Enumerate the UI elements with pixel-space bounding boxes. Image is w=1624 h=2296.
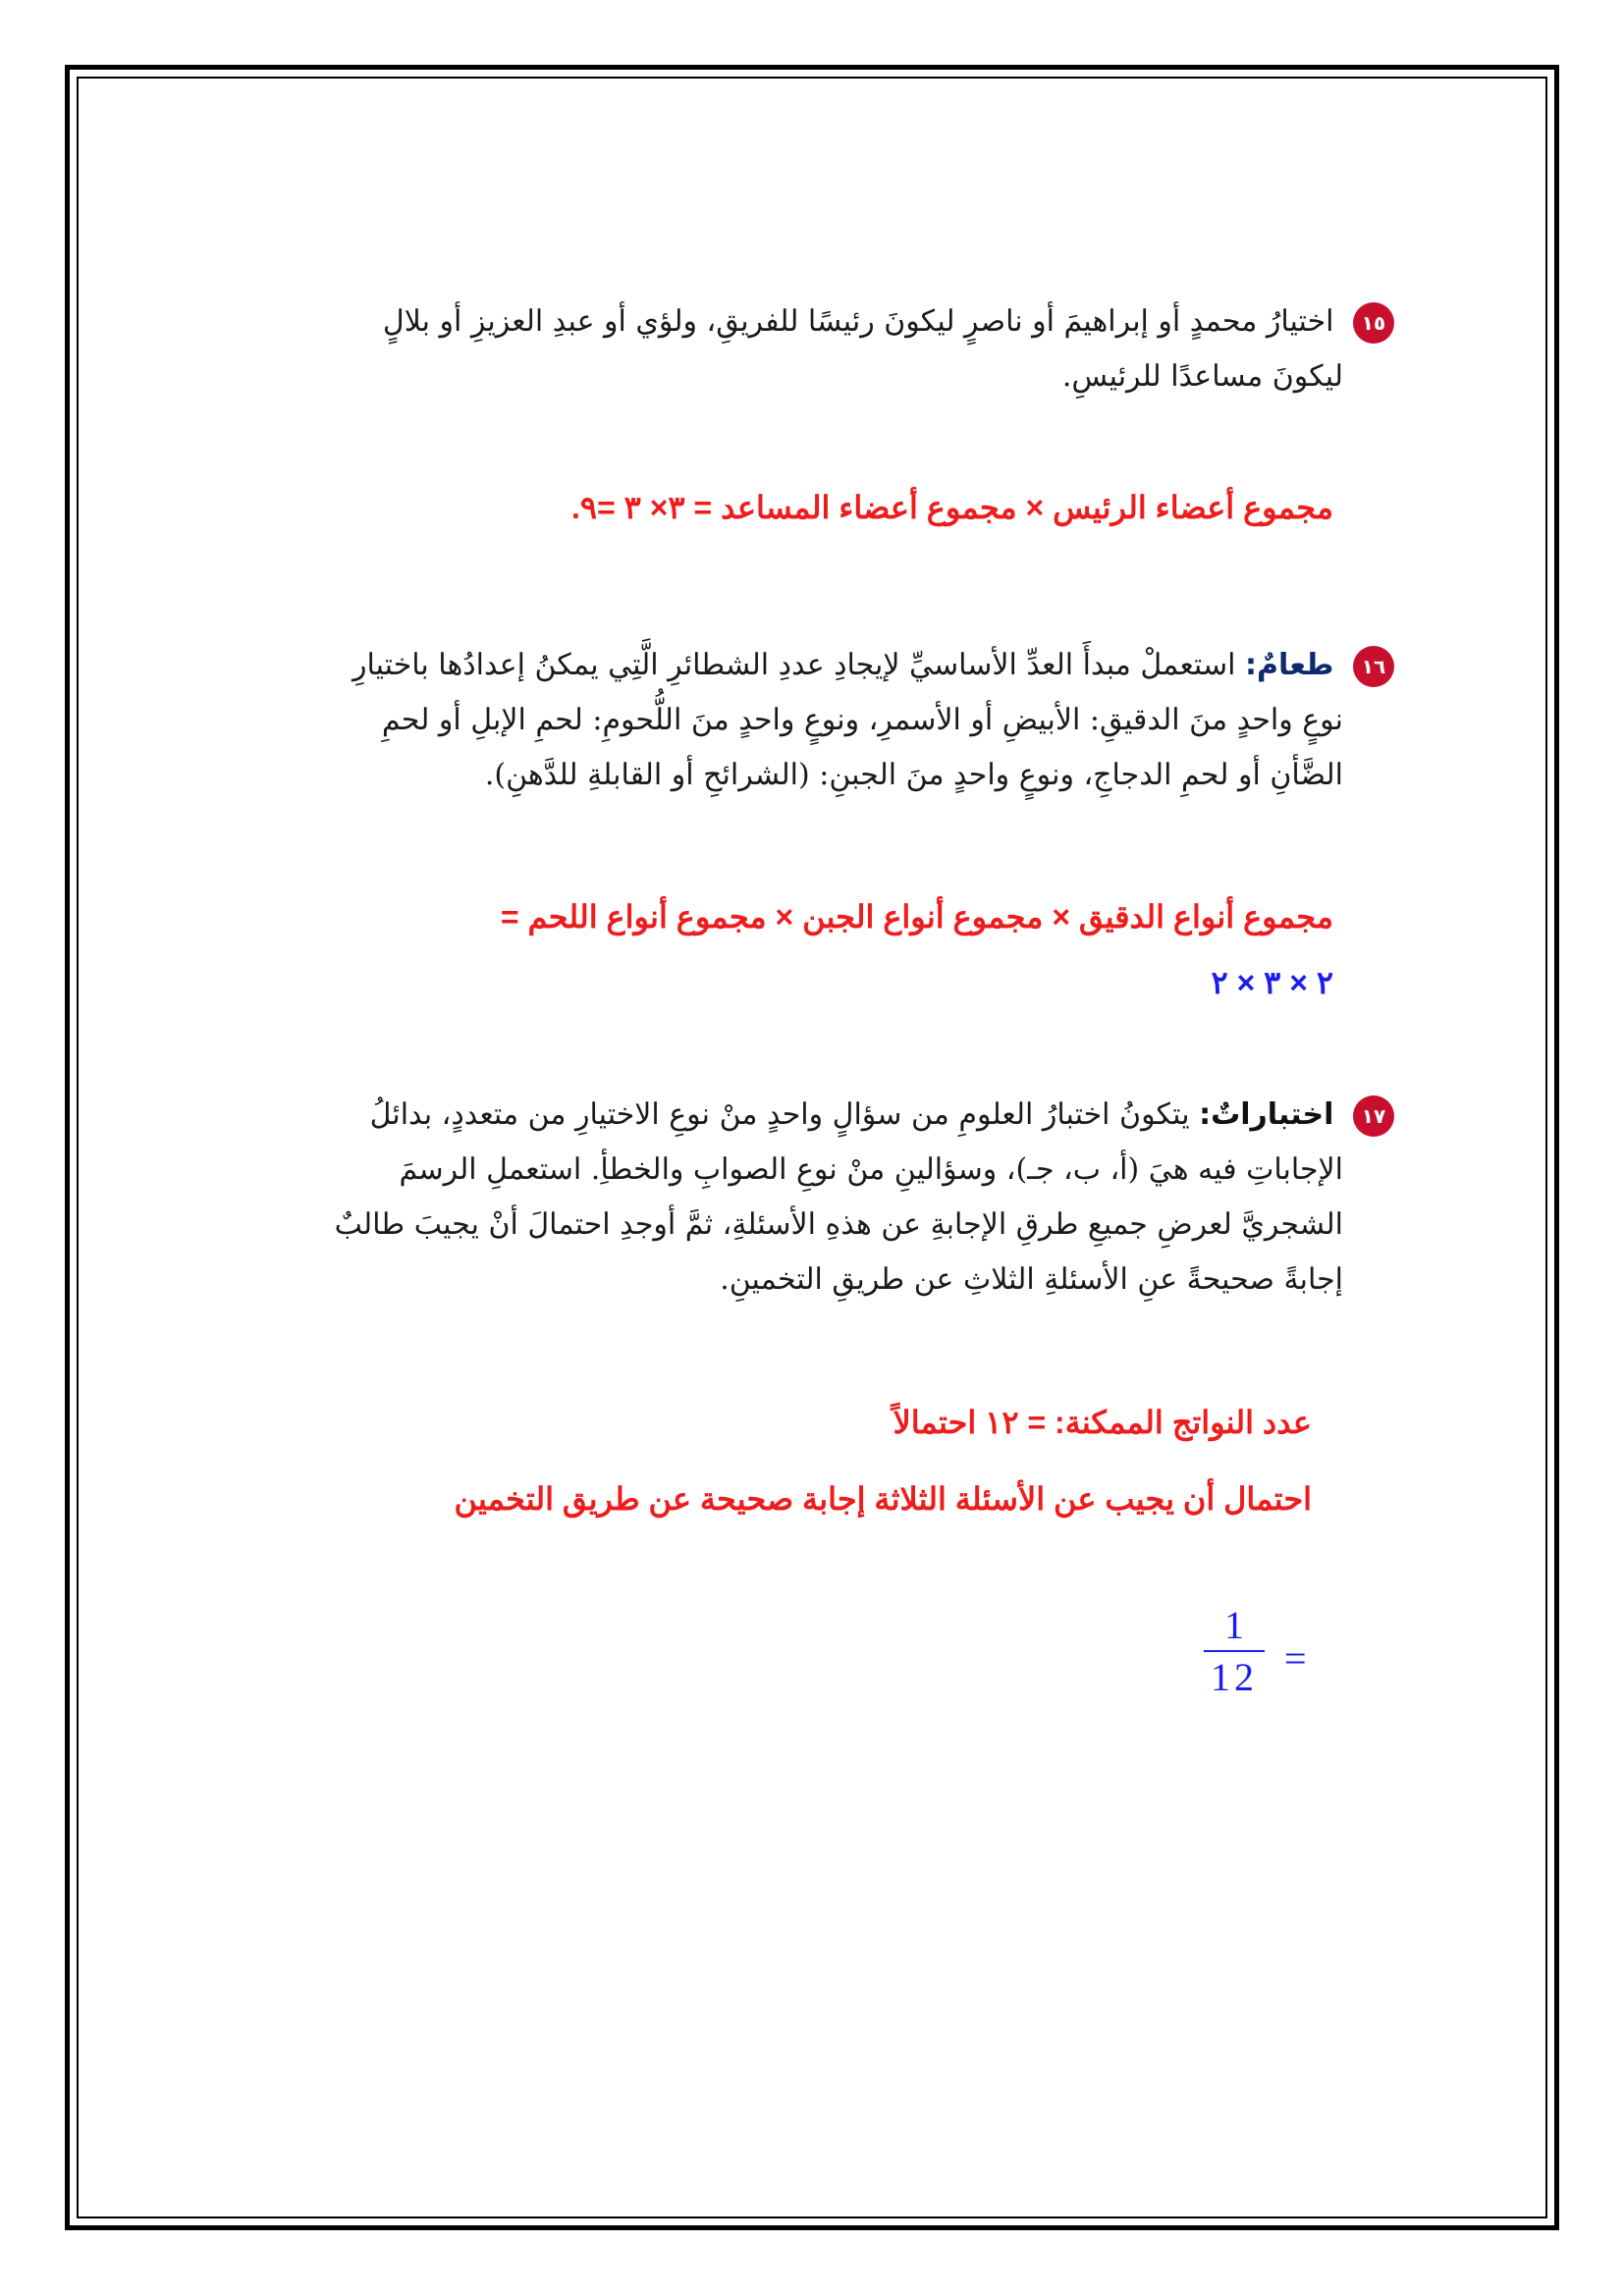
problem-text-line: إجابةً صحيحةً عنِ الأسئلةِ الثلاثِ عن طريقِ التخمينِ.: [720, 1262, 1343, 1297]
fraction-equals: =: [1284, 1636, 1307, 1681]
problem-text-line: نوعٍ واحدٍ منَ الدقيقِ: الأبيضِ أو الأسمرِ، ونوعٍ واحدٍ منَ اللُّحومِ: لحمِ الإبلِ أو لحمِ: [381, 703, 1343, 737]
answer-16-line-2: ٢ × ٣ × ٢: [1211, 965, 1333, 1000]
answer-15-line-1: مجموع أعضاء الرئيس × مجموع أعضاء المساعد = ٣× ٣ =٩.: [571, 490, 1333, 525]
answer-17-line-1: عدد النواتج الممكنة: = ١٢ احتمالاً: [893, 1405, 1312, 1440]
problem-text-line: ليكونَ مساعدًا للرئيسِ.: [1061, 359, 1343, 394]
problem-keyword: طعامٌ:: [1245, 648, 1334, 682]
fraction-denominator: 12: [1211, 1655, 1258, 1699]
problem-text-line: الضَّأنِ أو لحمِ الدجاجِ، ونوعٍ واحدٍ منَ الجبنِ: (الشرائحِ أو القابلةِ للدَّهنِ).: [484, 758, 1343, 792]
answer-16-line-1: مجموع أنواع الدقيق × مجموع أنواع الجبن × مجموع أنواع اللحم =: [500, 899, 1333, 934]
problem-number-badge: ١٥: [1353, 302, 1394, 344]
problem-15: [216, 294, 1394, 404]
problem-text-line: اختيارُ محمدٍ أو إبراهيمَ أو ناصرٍ ليكونَ رئيسًا للفريقِ، ولؤي أو عبدِ العزيزِ أو بلالٍ: [382, 304, 1334, 339]
problem-number-badge: ١٧: [1353, 1095, 1394, 1137]
problem-text-line: الإجاباتِ فيه هيَ (أ، ب، جـ)، وسؤالينِ منْ نوعِ الصوابِ والخطأِ. استعملِ الرسمَ: [399, 1152, 1343, 1187]
answer-17-line-2: احتمال أن يجيب عن الأسئلة الثلاثة إجابة صحيحة عن طريق التخمين: [454, 1481, 1312, 1517]
problem-text-line: يتكونُ اختبارُ العلومِ من سؤالٍ واحدٍ منْ نوعِ الاختيارِ من متعددٍ، بدائلُ: [369, 1097, 1190, 1132]
problem-text-line: الشجريَّ لعرضِ جميعِ طرقِ الإجابةِ عن هذهِ الأسئلةِ، ثمَّ أوجدِ احتمالَ أنْ يجيبَ طالبٌ: [334, 1207, 1343, 1242]
problem-16: [196, 638, 1394, 803]
problem-number-badge: ١٦: [1353, 646, 1394, 687]
problem-17: [157, 1088, 1394, 1308]
fraction: [1204, 1602, 1265, 1700]
fraction-bar: [1204, 1650, 1265, 1652]
problem-keyword: اختباراتٌ:: [1199, 1097, 1334, 1132]
problem-text-line: استعملْ مبدأَ العدِّ الأساسيِّ لإيجادِ عددِ الشطائرِ الَّتِي يمكنُ إعدادُها باختيارِ: [352, 648, 1236, 682]
fraction-numerator: 1: [1224, 1603, 1244, 1647]
